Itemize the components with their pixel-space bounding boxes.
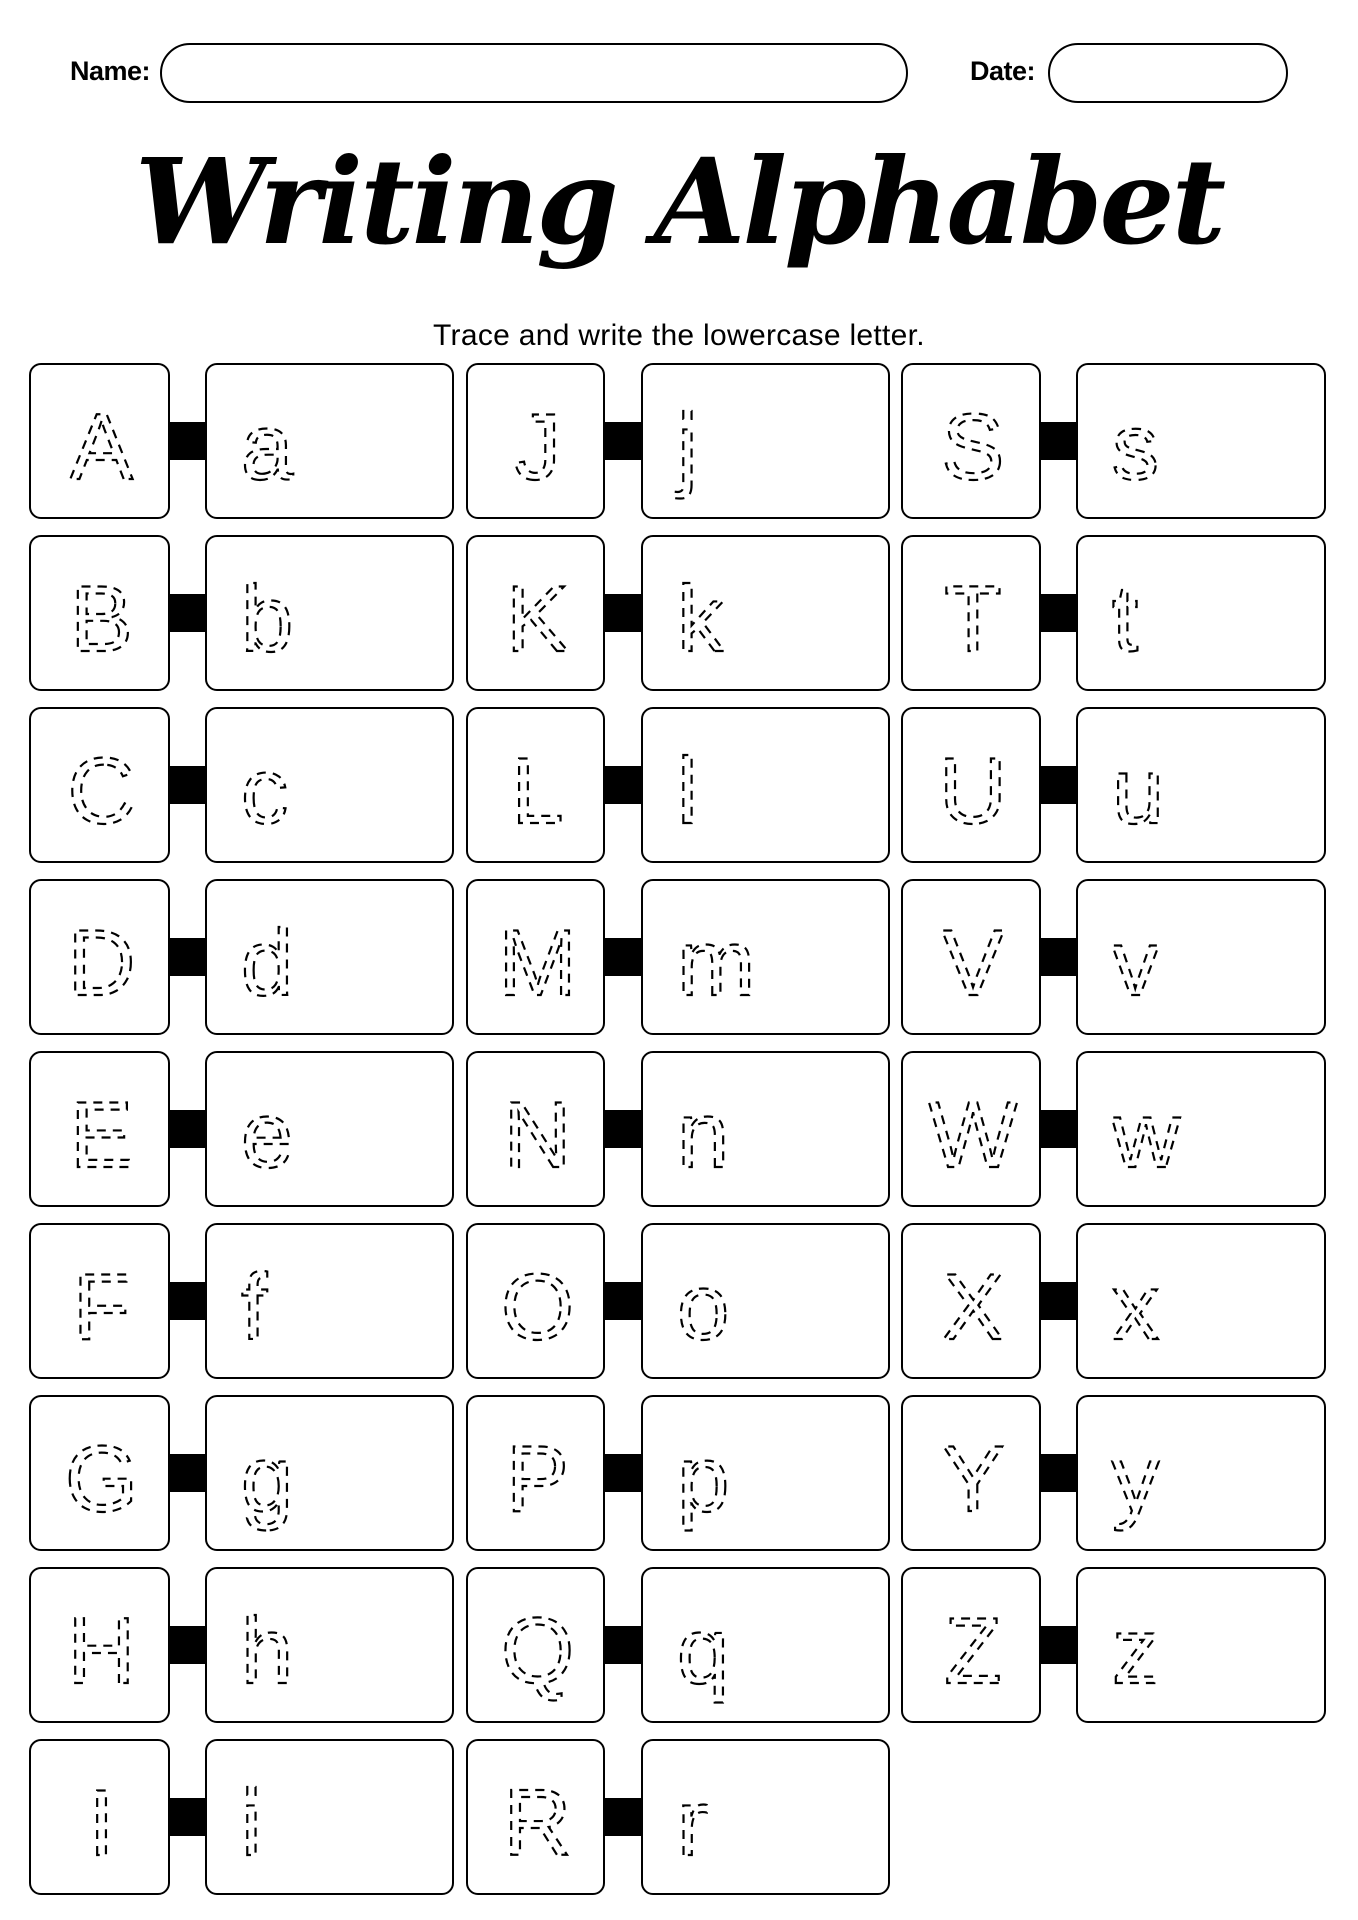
lowercase-writing-box-dashed-letter: t: [1112, 566, 1139, 671]
connector-bar: [1041, 422, 1076, 460]
uppercase-tracing-box[interactable]: [29, 1567, 170, 1723]
lowercase-writing-box-dashed-letter: v: [1112, 910, 1159, 1015]
uppercase-tracing-box[interactable]: [29, 707, 170, 863]
uppercase-tracing-box-dashed-letter: U: [939, 738, 1007, 843]
uppercase-tracing-box-dashed-letter: N: [503, 1082, 572, 1187]
uppercase-tracing-box[interactable]: [466, 1567, 605, 1723]
lowercase-writing-box[interactable]: [205, 363, 454, 519]
lowercase-writing-box[interactable]: [205, 1567, 454, 1723]
lowercase-writing-box-dashed-letter: p: [677, 1426, 730, 1531]
connector-bar: [170, 422, 205, 460]
uppercase-tracing-box[interactable]: [29, 1051, 170, 1207]
connector-bar: [1041, 766, 1076, 804]
uppercase-tracing-box[interactable]: [29, 879, 170, 1035]
page-title: Writing Alphabet: [134, 132, 1224, 271]
lowercase-writing-box-dashed-letter: a: [241, 394, 294, 499]
connector-bar: [605, 1454, 641, 1492]
lowercase-writing-box[interactable]: [641, 707, 890, 863]
uppercase-tracing-box[interactable]: [466, 1395, 605, 1551]
lowercase-writing-box[interactable]: [1076, 1051, 1326, 1207]
uppercase-tracing-box[interactable]: [901, 1051, 1041, 1207]
connector-bar: [170, 766, 205, 804]
uppercase-tracing-box-dashed-letter: L: [511, 738, 564, 843]
name-field[interactable]: [160, 43, 908, 103]
lowercase-writing-box-dashed-letter: y: [1112, 1426, 1159, 1531]
lowercase-writing-box[interactable]: [205, 707, 454, 863]
uppercase-tracing-box-dashed-letter: S: [941, 394, 1005, 499]
connector-bar: [1041, 1626, 1076, 1664]
lowercase-writing-box[interactable]: [205, 1223, 454, 1379]
connector-bar: [1041, 1454, 1076, 1492]
connector-bar: [170, 1110, 205, 1148]
uppercase-tracing-box[interactable]: [29, 1223, 170, 1379]
uppercase-tracing-box[interactable]: [466, 879, 605, 1035]
uppercase-tracing-box-dashed-letter: O: [500, 1254, 575, 1359]
lowercase-writing-box-dashed-letter: l: [677, 738, 698, 843]
uppercase-tracing-box-dashed-letter: K: [506, 566, 569, 671]
connector-bar: [1041, 594, 1076, 632]
connector-bar: [1041, 1110, 1076, 1148]
lowercase-writing-box[interactable]: [641, 1567, 890, 1723]
lowercase-writing-box-dashed-letter: c: [241, 738, 288, 843]
lowercase-writing-box-dashed-letter: o: [677, 1254, 730, 1359]
uppercase-tracing-box[interactable]: [466, 535, 605, 691]
connector-bar: [170, 1626, 205, 1664]
connector-bar: [605, 938, 641, 976]
lowercase-writing-box[interactable]: [641, 1395, 890, 1551]
uppercase-tracing-box-dashed-letter: C: [67, 738, 136, 843]
uppercase-tracing-box[interactable]: [466, 1051, 605, 1207]
connector-bar: [1041, 1282, 1076, 1320]
uppercase-tracing-box-dashed-letter: A: [70, 394, 133, 499]
uppercase-tracing-box-dashed-letter: Z: [944, 1598, 1002, 1703]
date-field[interactable]: [1048, 43, 1288, 103]
lowercase-writing-box[interactable]: [1076, 535, 1326, 691]
lowercase-writing-box[interactable]: [1076, 707, 1326, 863]
uppercase-tracing-box[interactable]: [901, 535, 1041, 691]
uppercase-tracing-box-dashed-letter: G: [64, 1426, 139, 1531]
uppercase-tracing-box-dashed-letter: V: [941, 910, 1005, 1015]
lowercase-writing-box[interactable]: [205, 879, 454, 1035]
uppercase-tracing-box[interactable]: [29, 1739, 170, 1895]
lowercase-writing-box-dashed-letter: x: [1112, 1254, 1159, 1359]
lowercase-writing-box-dashed-letter: h: [241, 1598, 294, 1703]
connector-bar: [170, 1798, 205, 1836]
lowercase-writing-box[interactable]: [1076, 879, 1326, 1035]
lowercase-writing-box[interactable]: [1076, 1567, 1326, 1723]
uppercase-tracing-box[interactable]: [466, 1223, 605, 1379]
uppercase-tracing-box-dashed-letter: I: [88, 1770, 115, 1875]
lowercase-writing-box-dashed-letter: e: [241, 1082, 294, 1187]
lowercase-writing-box[interactable]: [641, 363, 890, 519]
uppercase-tracing-box[interactable]: [466, 1739, 605, 1895]
uppercase-tracing-box[interactable]: [29, 363, 170, 519]
lowercase-writing-box[interactable]: [641, 1223, 890, 1379]
connector-bar: [170, 1454, 205, 1492]
connector-bar: [605, 594, 641, 632]
connector-bar: [605, 1282, 641, 1320]
lowercase-writing-box[interactable]: [1076, 363, 1326, 519]
connector-bar: [170, 1282, 205, 1320]
uppercase-tracing-box[interactable]: [901, 707, 1041, 863]
lowercase-writing-box[interactable]: [1076, 1223, 1326, 1379]
uppercase-tracing-box-dashed-letter: F: [72, 1254, 131, 1359]
uppercase-tracing-box-dashed-letter: B: [70, 566, 133, 671]
uppercase-tracing-box-dashed-letter: E: [70, 1082, 133, 1187]
uppercase-tracing-box-dashed-letter: M: [498, 910, 577, 1015]
lowercase-writing-box[interactable]: [641, 1739, 890, 1895]
instructions: Trace and write the lowercase letter.: [433, 319, 925, 352]
uppercase-tracing-box[interactable]: [466, 363, 605, 519]
connector-bar: [605, 766, 641, 804]
uppercase-tracing-box-dashed-letter: H: [67, 1598, 136, 1703]
connector-bar: [605, 1798, 641, 1836]
uppercase-tracing-box[interactable]: [466, 707, 605, 863]
lowercase-writing-box-dashed-letter: n: [677, 1082, 730, 1187]
uppercase-tracing-box-dashed-letter: X: [941, 1254, 1005, 1359]
lowercase-writing-box[interactable]: [205, 1739, 454, 1895]
lowercase-writing-box-dashed-letter: q: [677, 1598, 730, 1703]
lowercase-writing-box[interactable]: [641, 879, 890, 1035]
connector-bar: [170, 594, 205, 632]
lowercase-writing-box-dashed-letter: j: [677, 394, 698, 499]
lowercase-writing-box[interactable]: [205, 535, 454, 691]
uppercase-tracing-box-dashed-letter: W: [928, 1082, 1018, 1187]
lowercase-writing-box[interactable]: [205, 1051, 454, 1207]
uppercase-tracing-box[interactable]: [29, 1395, 170, 1551]
lowercase-writing-box[interactable]: [205, 1395, 454, 1551]
uppercase-tracing-box[interactable]: [901, 1395, 1041, 1551]
lowercase-writing-box[interactable]: [641, 535, 890, 691]
uppercase-tracing-box-dashed-letter: R: [503, 1770, 572, 1875]
lowercase-writing-box-dashed-letter: g: [241, 1426, 294, 1531]
date-label: Date:: [970, 56, 1036, 86]
lowercase-writing-box-dashed-letter: r: [677, 1770, 709, 1875]
uppercase-tracing-box[interactable]: [901, 879, 1041, 1035]
lowercase-writing-box-dashed-letter: f: [241, 1254, 268, 1359]
lowercase-writing-box[interactable]: [641, 1051, 890, 1207]
lowercase-writing-box-dashed-letter: u: [1112, 738, 1165, 843]
uppercase-tracing-box[interactable]: [901, 1567, 1041, 1723]
uppercase-tracing-box-dashed-letter: J: [514, 394, 561, 499]
lowercase-writing-box-dashed-letter: d: [241, 910, 294, 1015]
name-label: Name:: [70, 56, 151, 86]
lowercase-writing-box-dashed-letter: i: [241, 1770, 262, 1875]
uppercase-tracing-box-dashed-letter: T: [944, 566, 1002, 671]
lowercase-writing-box[interactable]: [1076, 1395, 1326, 1551]
connector-bar: [170, 938, 205, 976]
connector-bar: [605, 1110, 641, 1148]
connector-bar: [1041, 938, 1076, 976]
lowercase-writing-box-dashed-letter: w: [1112, 1082, 1180, 1187]
lowercase-writing-box-dashed-letter: k: [677, 566, 724, 671]
uppercase-tracing-box[interactable]: [901, 363, 1041, 519]
uppercase-tracing-box[interactable]: [901, 1223, 1041, 1379]
lowercase-writing-box-dashed-letter: m: [677, 910, 756, 1015]
connector-bar: [605, 1626, 641, 1664]
uppercase-tracing-box[interactable]: [29, 535, 170, 691]
lowercase-writing-box-dashed-letter: s: [1112, 394, 1159, 499]
lowercase-writing-box-dashed-letter: z: [1112, 1598, 1159, 1703]
uppercase-tracing-box-dashed-letter: D: [67, 910, 136, 1015]
uppercase-tracing-box-dashed-letter: Q: [500, 1598, 575, 1703]
uppercase-tracing-box-dashed-letter: Y: [941, 1426, 1005, 1531]
connector-bar: [605, 422, 641, 460]
lowercase-writing-box-dashed-letter: b: [241, 566, 294, 671]
uppercase-tracing-box-dashed-letter: P: [506, 1426, 569, 1531]
